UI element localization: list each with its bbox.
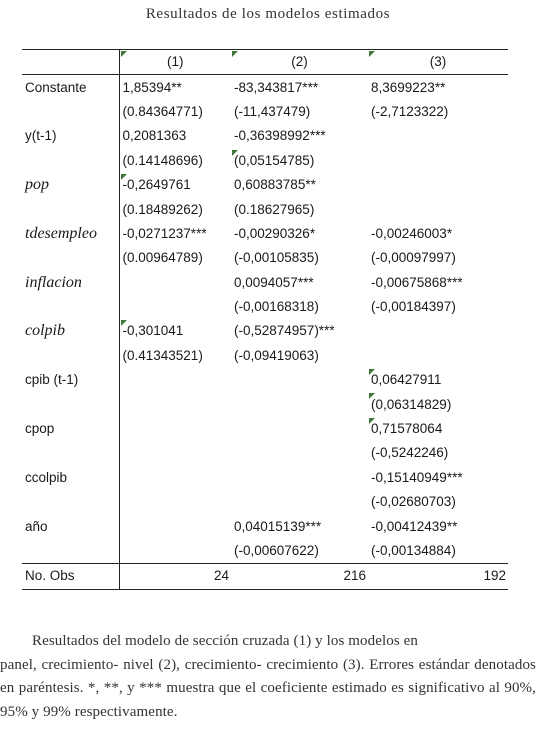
table-row (22, 514, 508, 538)
table-cell: (-0,00607622) (234, 543, 319, 558)
table-cell: -0,00412439** (371, 518, 458, 534)
table-cell (119, 271, 231, 295)
row-label: ccolpib (22, 466, 119, 490)
table-cell: -0,0271237*** (122, 225, 207, 241)
table-cell (119, 514, 231, 538)
table-row (22, 344, 508, 368)
table-cell: 0,2081363 (122, 128, 187, 144)
table-cell: -0,36398992*** (234, 128, 326, 144)
table-cell (119, 466, 231, 490)
row-label: y(t-1) (22, 124, 119, 148)
table-cell: -0,00290326* (234, 225, 316, 241)
table-cell: (0.18627965) (234, 201, 315, 217)
table-cell: (-0,5242246) (371, 445, 449, 461)
observations-row (22, 564, 508, 589)
row-label (22, 392, 119, 416)
table-cell (119, 490, 231, 514)
table-row (22, 197, 508, 221)
table-cell: (0.00964789) (122, 250, 203, 266)
header-cell-empty (22, 50, 119, 75)
table-cell (231, 368, 368, 392)
table-cell: (-0,00134884) (371, 543, 456, 558)
table-cell: -0,301041 (119, 319, 231, 343)
table-cell (119, 539, 231, 564)
table-cell (368, 197, 508, 221)
table-row (22, 271, 508, 295)
row-label: cpib (t-1) (22, 368, 119, 392)
observations-cell-model-2: 216 (231, 564, 368, 589)
table-cell: 0,04015139*** (234, 518, 322, 534)
table-row (22, 392, 508, 416)
table-footnote (0, 630, 536, 724)
table-cell: 8,3699223** (371, 79, 446, 95)
table-cell (119, 441, 231, 465)
header-cell-model-1: (1) (119, 50, 231, 75)
table-cell: (-11,437479) (234, 103, 311, 119)
row-label (22, 197, 119, 221)
table-cell (368, 173, 508, 197)
header-cell-model-2: (2) (231, 50, 368, 75)
table-row (22, 441, 508, 465)
table-cell: (-0,52874957)*** (234, 323, 335, 339)
table-row (22, 75, 508, 100)
table-header-row (22, 50, 508, 75)
row-label: tdesempleo (22, 222, 119, 246)
row-label: cpop (22, 417, 119, 441)
table-cell (231, 392, 368, 416)
table-title: Resultados de los modelos estimados (145, 6, 391, 22)
observations-cell-model-1: 24 (119, 564, 231, 589)
table-cell (231, 417, 368, 441)
table-cell: (-0,02680703) (371, 494, 456, 510)
table-row (22, 246, 508, 270)
table-cell: -0,00246003* (371, 225, 453, 241)
row-label: inflacion (22, 271, 119, 295)
table-row (22, 539, 508, 564)
footnote-body: panel, crecimiento- nivel (2), crecimiento- crecimiento (3). Errores estándar denotados en paréntesis. *, **, y *** muestra que el coeficiente estimado es significativo al 90%, 95% y 99% respectivamente. (0, 656, 536, 720)
table-cell (231, 490, 368, 514)
table-cell: (-0,09419063) (234, 347, 319, 363)
table-cell: 1,85394** (122, 79, 182, 95)
table-cell (119, 295, 231, 319)
table-cell: -0,2649761 (119, 173, 231, 197)
observations-cell-model-3: 192 (368, 564, 508, 589)
table-row (22, 222, 508, 246)
table-row (22, 466, 508, 490)
row-label (22, 441, 119, 465)
table-cell (231, 441, 368, 465)
table-row (22, 417, 508, 441)
row-label: año (22, 514, 119, 538)
table-cell: (0,05154785) (231, 149, 368, 173)
row-label (22, 100, 119, 124)
table-cell: (-0,00097997) (371, 250, 456, 266)
table-cell: 0,0094057*** (234, 274, 314, 290)
table-cell: (0.84364771) (122, 103, 203, 119)
row-label: pop (22, 173, 119, 197)
table-cell: 0,71578064 (368, 417, 508, 441)
observations-label: No. Obs (22, 564, 119, 589)
row-label (22, 539, 119, 564)
table-cell (368, 124, 508, 148)
table-row (22, 295, 508, 319)
table-row (22, 490, 508, 514)
table-cell (119, 368, 231, 392)
row-label (22, 490, 119, 514)
table-cell: (0.41343521) (122, 347, 203, 363)
table-row (22, 319, 508, 343)
table-cell (231, 466, 368, 490)
row-label (22, 344, 119, 368)
table-cell: (0.18489262) (122, 201, 203, 217)
table-row (22, 149, 508, 173)
table-cell: (-0,00184397) (371, 299, 456, 315)
table-cell: (0.14148696) (122, 152, 203, 168)
table-cell: -0,15140949*** (371, 469, 463, 485)
table-row (22, 124, 508, 148)
table-cell (119, 392, 231, 416)
table-cell: -0,00675868*** (371, 274, 463, 290)
table-cell (368, 344, 508, 368)
table-row (22, 368, 508, 392)
row-label (22, 149, 119, 173)
row-label (22, 246, 119, 270)
row-label: colpib (22, 319, 119, 343)
row-label (22, 295, 119, 319)
table-cell (368, 149, 508, 173)
table-cell: 0,06427911 (368, 368, 508, 392)
header-cell-model-3: (3) (368, 50, 508, 75)
footnote-first-line: Resultados del modelo de sección cruzada (1) y los modelos en (32, 633, 418, 649)
regression-results-table (22, 49, 508, 590)
table-cell (119, 417, 231, 441)
table-cell: 0,60883785** (234, 177, 316, 193)
table-row (22, 173, 508, 197)
table-cell: (0,06314829) (368, 392, 508, 416)
table-cell: -83,343817*** (234, 79, 319, 95)
row-label: Constante (22, 75, 119, 100)
table-cell (368, 319, 508, 343)
table-cell: (-0,00105835) (234, 250, 319, 266)
table-cell: (-2,7123322) (371, 103, 449, 119)
table-row (22, 100, 508, 124)
table-cell: (-0,00168318) (234, 299, 319, 315)
